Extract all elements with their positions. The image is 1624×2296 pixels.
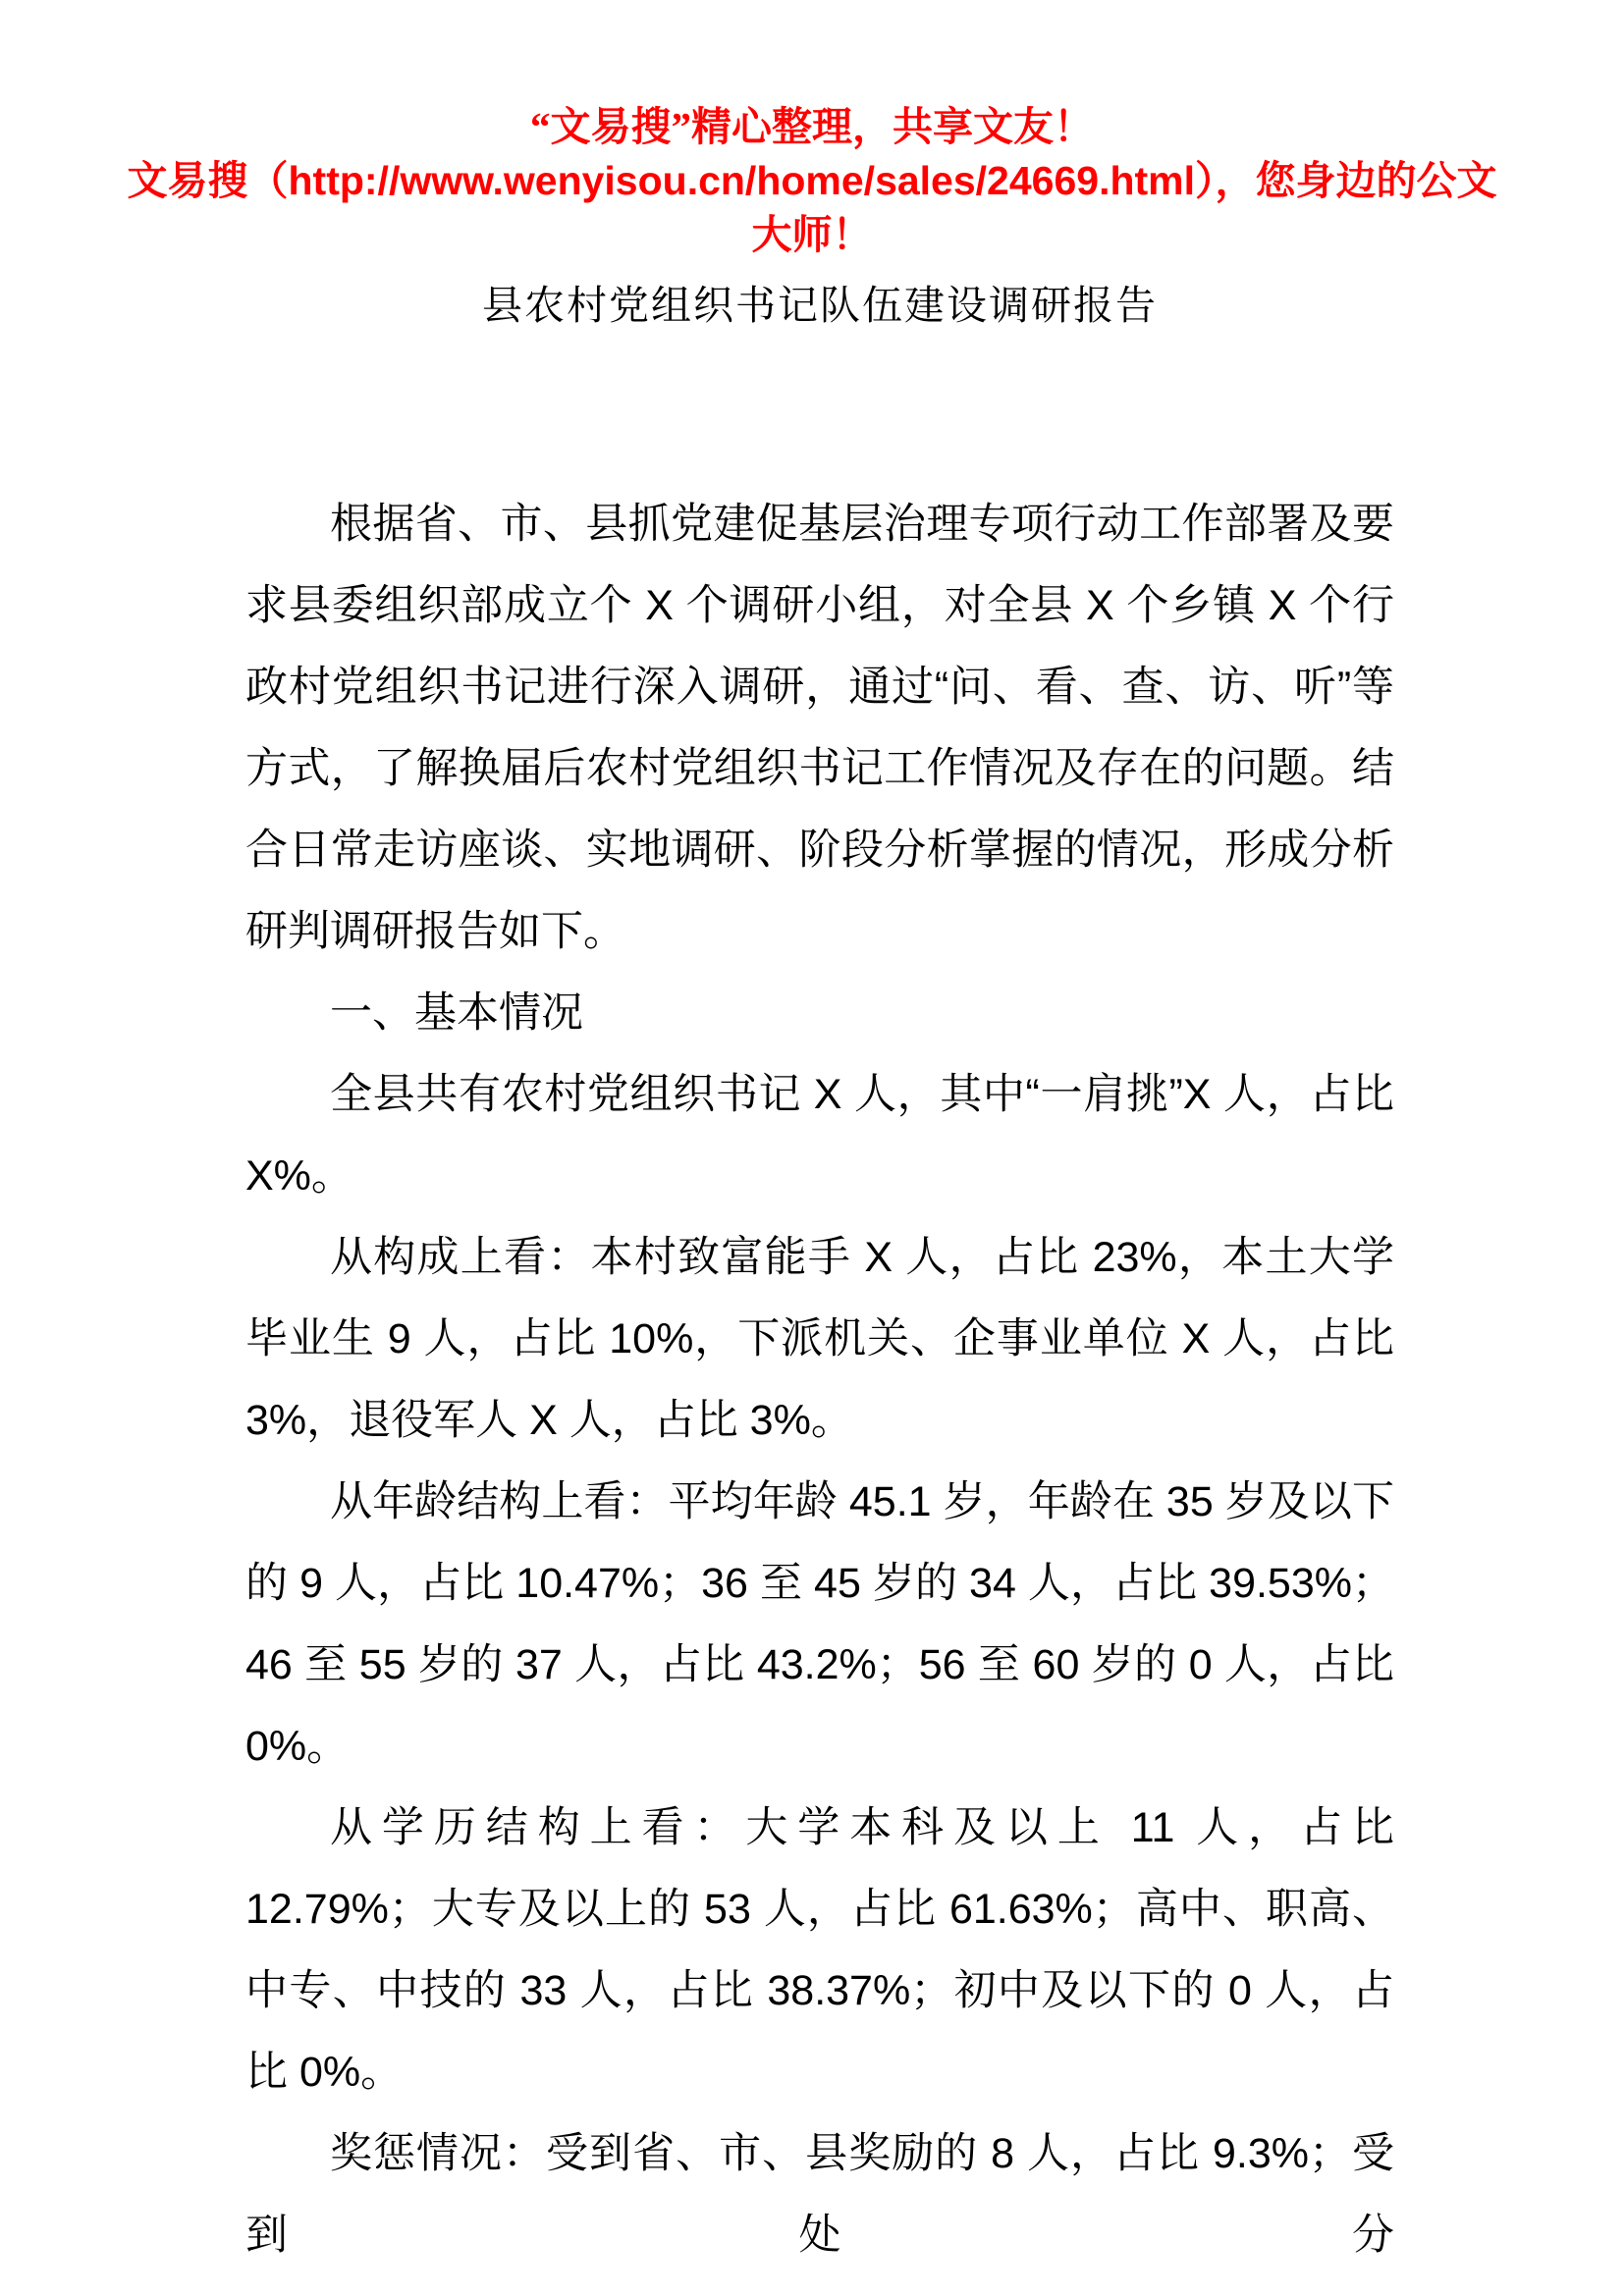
promo-notice-url-line: 文易搜（http://www.wenyisou.cn/home/sales/24669.html），您身边的公文大师！ — [127, 158, 1497, 257]
promo-notice-line-1: “文易搜”精心整理，共享文友！ — [530, 104, 1094, 149]
document-title: 县农村党组织书记队伍建设调研报告 — [482, 283, 1158, 328]
paragraph-rewards-punishments: 奖惩情况：受到省、市、县奖励的 8 人，占比 9.3%；受到处分 — [245, 2130, 1394, 2259]
paragraph-composition: 从构成上看：本村致富能手 X 人，占比 23%，本土大学毕业生 9 人，占比 10%，下派机关、企事业单位 X 人，占比 3%，退役军人 X 人，占比 3%。 — [245, 1234, 1394, 1444]
paragraph-intro: 根据省、市、县抓党建促基层治理专项行动工作部署及要求县委组织部成立个 X 个调研小组，对全县 X 个乡镇 X 个行政村党组织书记进行深入调研，通过“问、看、查、访、听”等方式，了解换届后农村党组织书记工作情况及存在的问题。结合日常走访座谈、实地调研、阶段分析掌握的情况，形成分析研判调研报告如下。 — [245, 501, 1394, 955]
section-heading-basic-situation: 一、基本情况 — [330, 989, 583, 1037]
promo-notice — [108, 100, 1516, 262]
paragraph-age-structure: 从年龄结构上看：平均年龄 45.1 岁，年龄在 35 岁及以下的 9 人，占比 10.47%；36 至 45 岁的 34 人，占比 39.53%；46 至 55 岁的 37 人，占比 43.2%；56 至 60 岁的 0 人，占比 0%。 — [245, 1478, 1394, 1770]
paragraph-total-secretaries: 全县共有农村党组织书记 X 人，其中“一肩挑”X 人，占比 X%。 — [245, 1071, 1394, 1200]
document-body — [245, 484, 1394, 2276]
paragraph-education-structure: 从学历结构上看：大学本科及以上 11 人，占比 12.79%；大专及以上的 53 人，占比 61.63%；高中、职高、中专、中技的 33 人，占比 38.37%；初中及以下的 0 人，占比 0%。 — [245, 1804, 1394, 2096]
